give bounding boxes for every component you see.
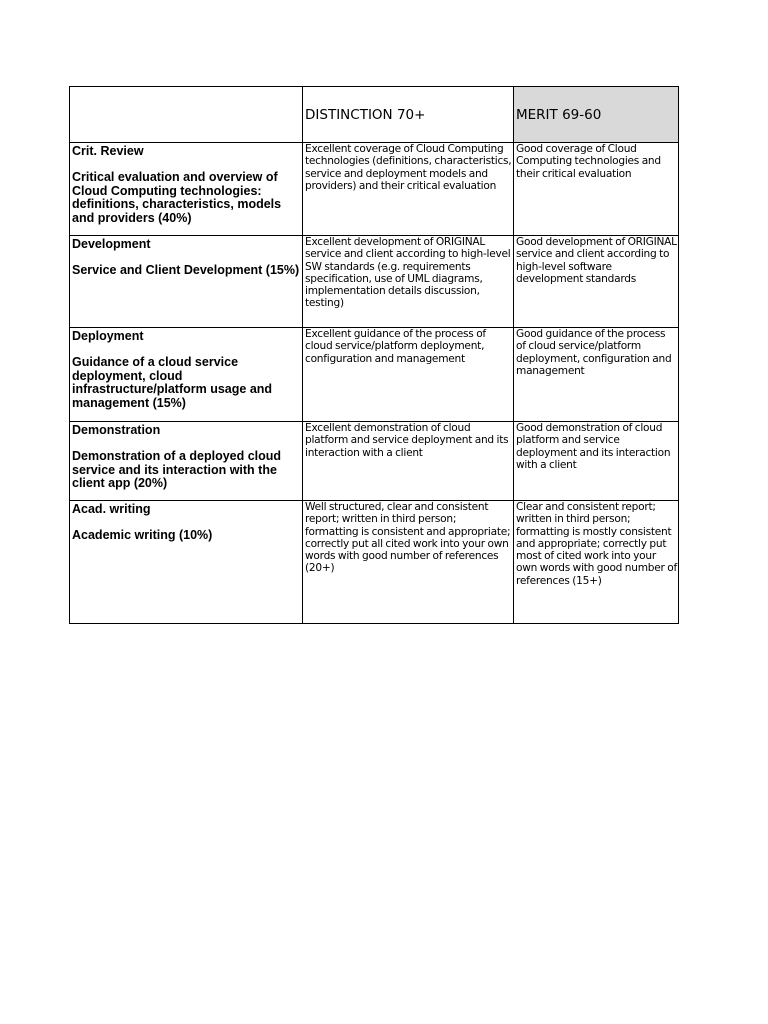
criterion-cell: [70, 501, 303, 624]
table-row-deployment: [70, 328, 679, 422]
criterion-short-name: Development: [72, 237, 151, 251]
table-row-crit-review: [70, 143, 679, 236]
merit-descriptor: Good guidance of the process of cloud service/platform deployment, configuration and management: [514, 328, 679, 422]
merit-descriptor: Good demonstration of cloud platform and service deployment and its interaction with a client: [514, 422, 679, 501]
marking-rubric-table: [69, 86, 679, 624]
table-row-academic-writing: [70, 501, 679, 624]
table-row-demonstration: [70, 422, 679, 501]
distinction-descriptor: Well structured, clear and consistent report; written in third person; formatting is consistent and appropriate; correctly put all cited work into your own words with good number of references (20+): [303, 501, 514, 624]
criterion-short-name: Crit. Review: [72, 144, 144, 158]
criterion-short-name: Deployment: [72, 329, 144, 343]
table-row-development: [70, 236, 679, 328]
merit-descriptor: Good coverage of Cloud Computing technologies and their critical evaluation: [514, 143, 679, 236]
distinction-descriptor: Excellent guidance of the process of cloud service/platform deployment, configuration and management: [303, 328, 514, 422]
criterion-short-name: Demonstration: [72, 423, 161, 437]
merit-descriptor: Good development of ORIGINAL service and client according to high-level software development standards: [514, 236, 679, 328]
criterion-cell: [70, 236, 303, 328]
distinction-descriptor: Excellent development of ORIGINAL service and client according to high-level SW standards (e.g. requirements specification, use of UML diagrams, implementation details discussion, testing): [303, 236, 514, 328]
criterion-description: Service and Client Development (15%): [72, 263, 300, 277]
criteria-header-cell: [70, 87, 303, 143]
criterion-description: Guidance of a cloud service deployment, cloud infrastructure/platform usage and management (15%): [72, 355, 273, 410]
distinction-descriptor: Excellent demonstration of cloud platform and service deployment and its interaction with a client: [303, 422, 514, 501]
criterion-short-name: Acad. writing: [72, 502, 151, 516]
table-header-row: [70, 87, 679, 143]
distinction-descriptor: Excellent coverage of Cloud Computing technologies (definitions, characteristics, service and deployment models and providers) and their critical evaluation: [303, 143, 514, 236]
distinction-header-cell: DISTINCTION 70+: [303, 87, 514, 143]
criterion-description: Academic writing (10%): [72, 528, 213, 542]
criterion-cell: [70, 143, 303, 236]
criterion-cell: [70, 422, 303, 501]
merit-descriptor: Clear and consistent report; written in third person; formatting is mostly consistent and appropriate; correctly put most of cited work into your own words with good number of references (15+): [514, 501, 679, 624]
criterion-cell: [70, 328, 303, 422]
merit-header-cell: MERIT 69-60: [514, 87, 679, 143]
criterion-description: Critical evaluation and overview of Cloud Computing technologies: definitions, characteristics, models and providers (40%): [72, 170, 282, 225]
criterion-description: Demonstration of a deployed cloud service and its interaction with the client app (20%): [72, 449, 282, 491]
